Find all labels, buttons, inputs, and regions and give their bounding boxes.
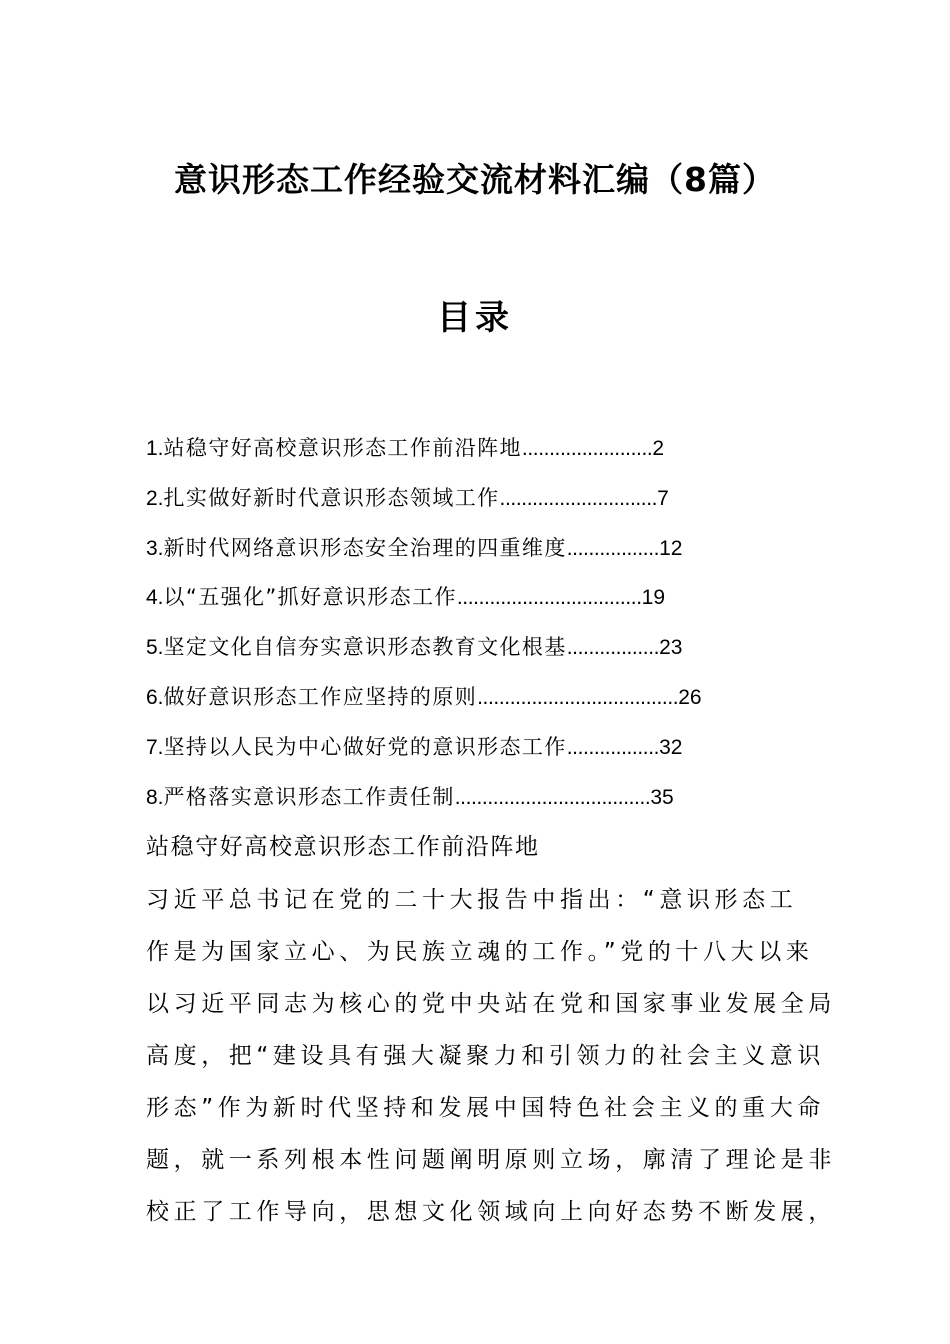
toc-entry-title: 新时代网络意识形态安全治理的四重维度 [163, 535, 567, 560]
toc-entry-leader: ..................................... [477, 685, 679, 709]
toc-heading: 目录 [437, 298, 513, 338]
toc-entry-leader: ................. [566, 536, 660, 560]
toc-entry-title: 扎实做好新时代意识形态领域工作 [163, 485, 500, 510]
toc-entry-page: 23 [659, 636, 683, 660]
article-title: 站稳守好高校意识形态工作前沿阵地 [146, 834, 540, 860]
article-line: 题，就一系列根本性问题阐明原则立场，廓清了理论是非 [146, 1147, 836, 1173]
toc-entry-number: 1. [146, 437, 164, 460]
toc-entry-number: 6. [146, 685, 164, 709]
toc-entry-page: 26 [678, 685, 702, 709]
table-of-contents [146, 424, 826, 822]
toc-entry-leader: ........................ [521, 437, 653, 460]
toc-entry-leader: ................. [566, 636, 660, 660]
toc-entry-title: 做好意识形态工作应坚持的原则 [163, 684, 478, 709]
toc-entry-leader: .................................. [456, 586, 642, 610]
toc-entry[interactable] [146, 573, 826, 623]
toc-entry-leader: .................................... [454, 785, 651, 809]
toc-entry-number: 3. [146, 536, 164, 560]
toc-entry-title: 严格落实意识形态工作责任制 [163, 784, 455, 809]
toc-entry-number: 2. [146, 486, 164, 510]
toc-entry-page: 7 [657, 486, 669, 510]
toc-entry-page: 19 [641, 586, 666, 610]
toc-entry[interactable] [146, 424, 826, 474]
toc-entry-leader: ................. [566, 735, 660, 759]
toc-entry-title: 坚定文化自信夯实意识形态教育文化根基 [163, 635, 567, 660]
toc-entry-title: 站稳守好高校意识形态工作前沿阵地 [163, 436, 522, 460]
toc-entry[interactable] [146, 673, 826, 723]
toc-entry-number: 5. [146, 636, 164, 660]
toc-entry-page: 32 [659, 735, 683, 759]
toc-entry-number: 8. [146, 785, 164, 809]
article-line: 以习近平同志为核心的党中央站在党和国家事业发展全局 [146, 991, 836, 1017]
toc-entry[interactable] [146, 524, 826, 574]
toc-entry-leader: ............................. [499, 486, 658, 510]
toc-entry[interactable] [146, 773, 826, 823]
toc-entry-number: 4. [146, 586, 164, 610]
toc-entry[interactable] [146, 623, 826, 673]
article-line: 习近平总书记在党的二十大报告中指出：“意识形态工 [146, 887, 798, 913]
toc-entry-page: 12 [659, 536, 683, 560]
article-section [146, 824, 836, 1238]
article-line: 形态”作为新时代坚持和发展中国特色社会主义的重大命 [146, 1095, 825, 1121]
toc-entry-title: 坚持以人民为中心做好党的意识形态工作 [163, 734, 567, 759]
toc-entry[interactable] [146, 723, 826, 773]
article-line: 高度，把“建设具有强大凝聚力和引领力的社会主义意识 [146, 1043, 825, 1069]
toc-entry-number: 7. [146, 735, 164, 759]
toc-entry-page: 35 [650, 785, 674, 809]
toc-entry[interactable] [146, 474, 826, 524]
document-title: 意识形态工作经验交流材料汇编（8篇） [174, 160, 776, 199]
article-body [146, 874, 836, 1238]
article-line: 校正了工作导向，思想文化领域向上向好态势不断发展， [146, 1199, 836, 1225]
toc-entry-page: 2 [652, 437, 665, 460]
toc-entry-title: 以“五强化”抓好意识形态工作 [163, 585, 457, 610]
article-line: 作是为国家立心、为民族立魂的工作。”党的十八大以来 [146, 939, 814, 965]
